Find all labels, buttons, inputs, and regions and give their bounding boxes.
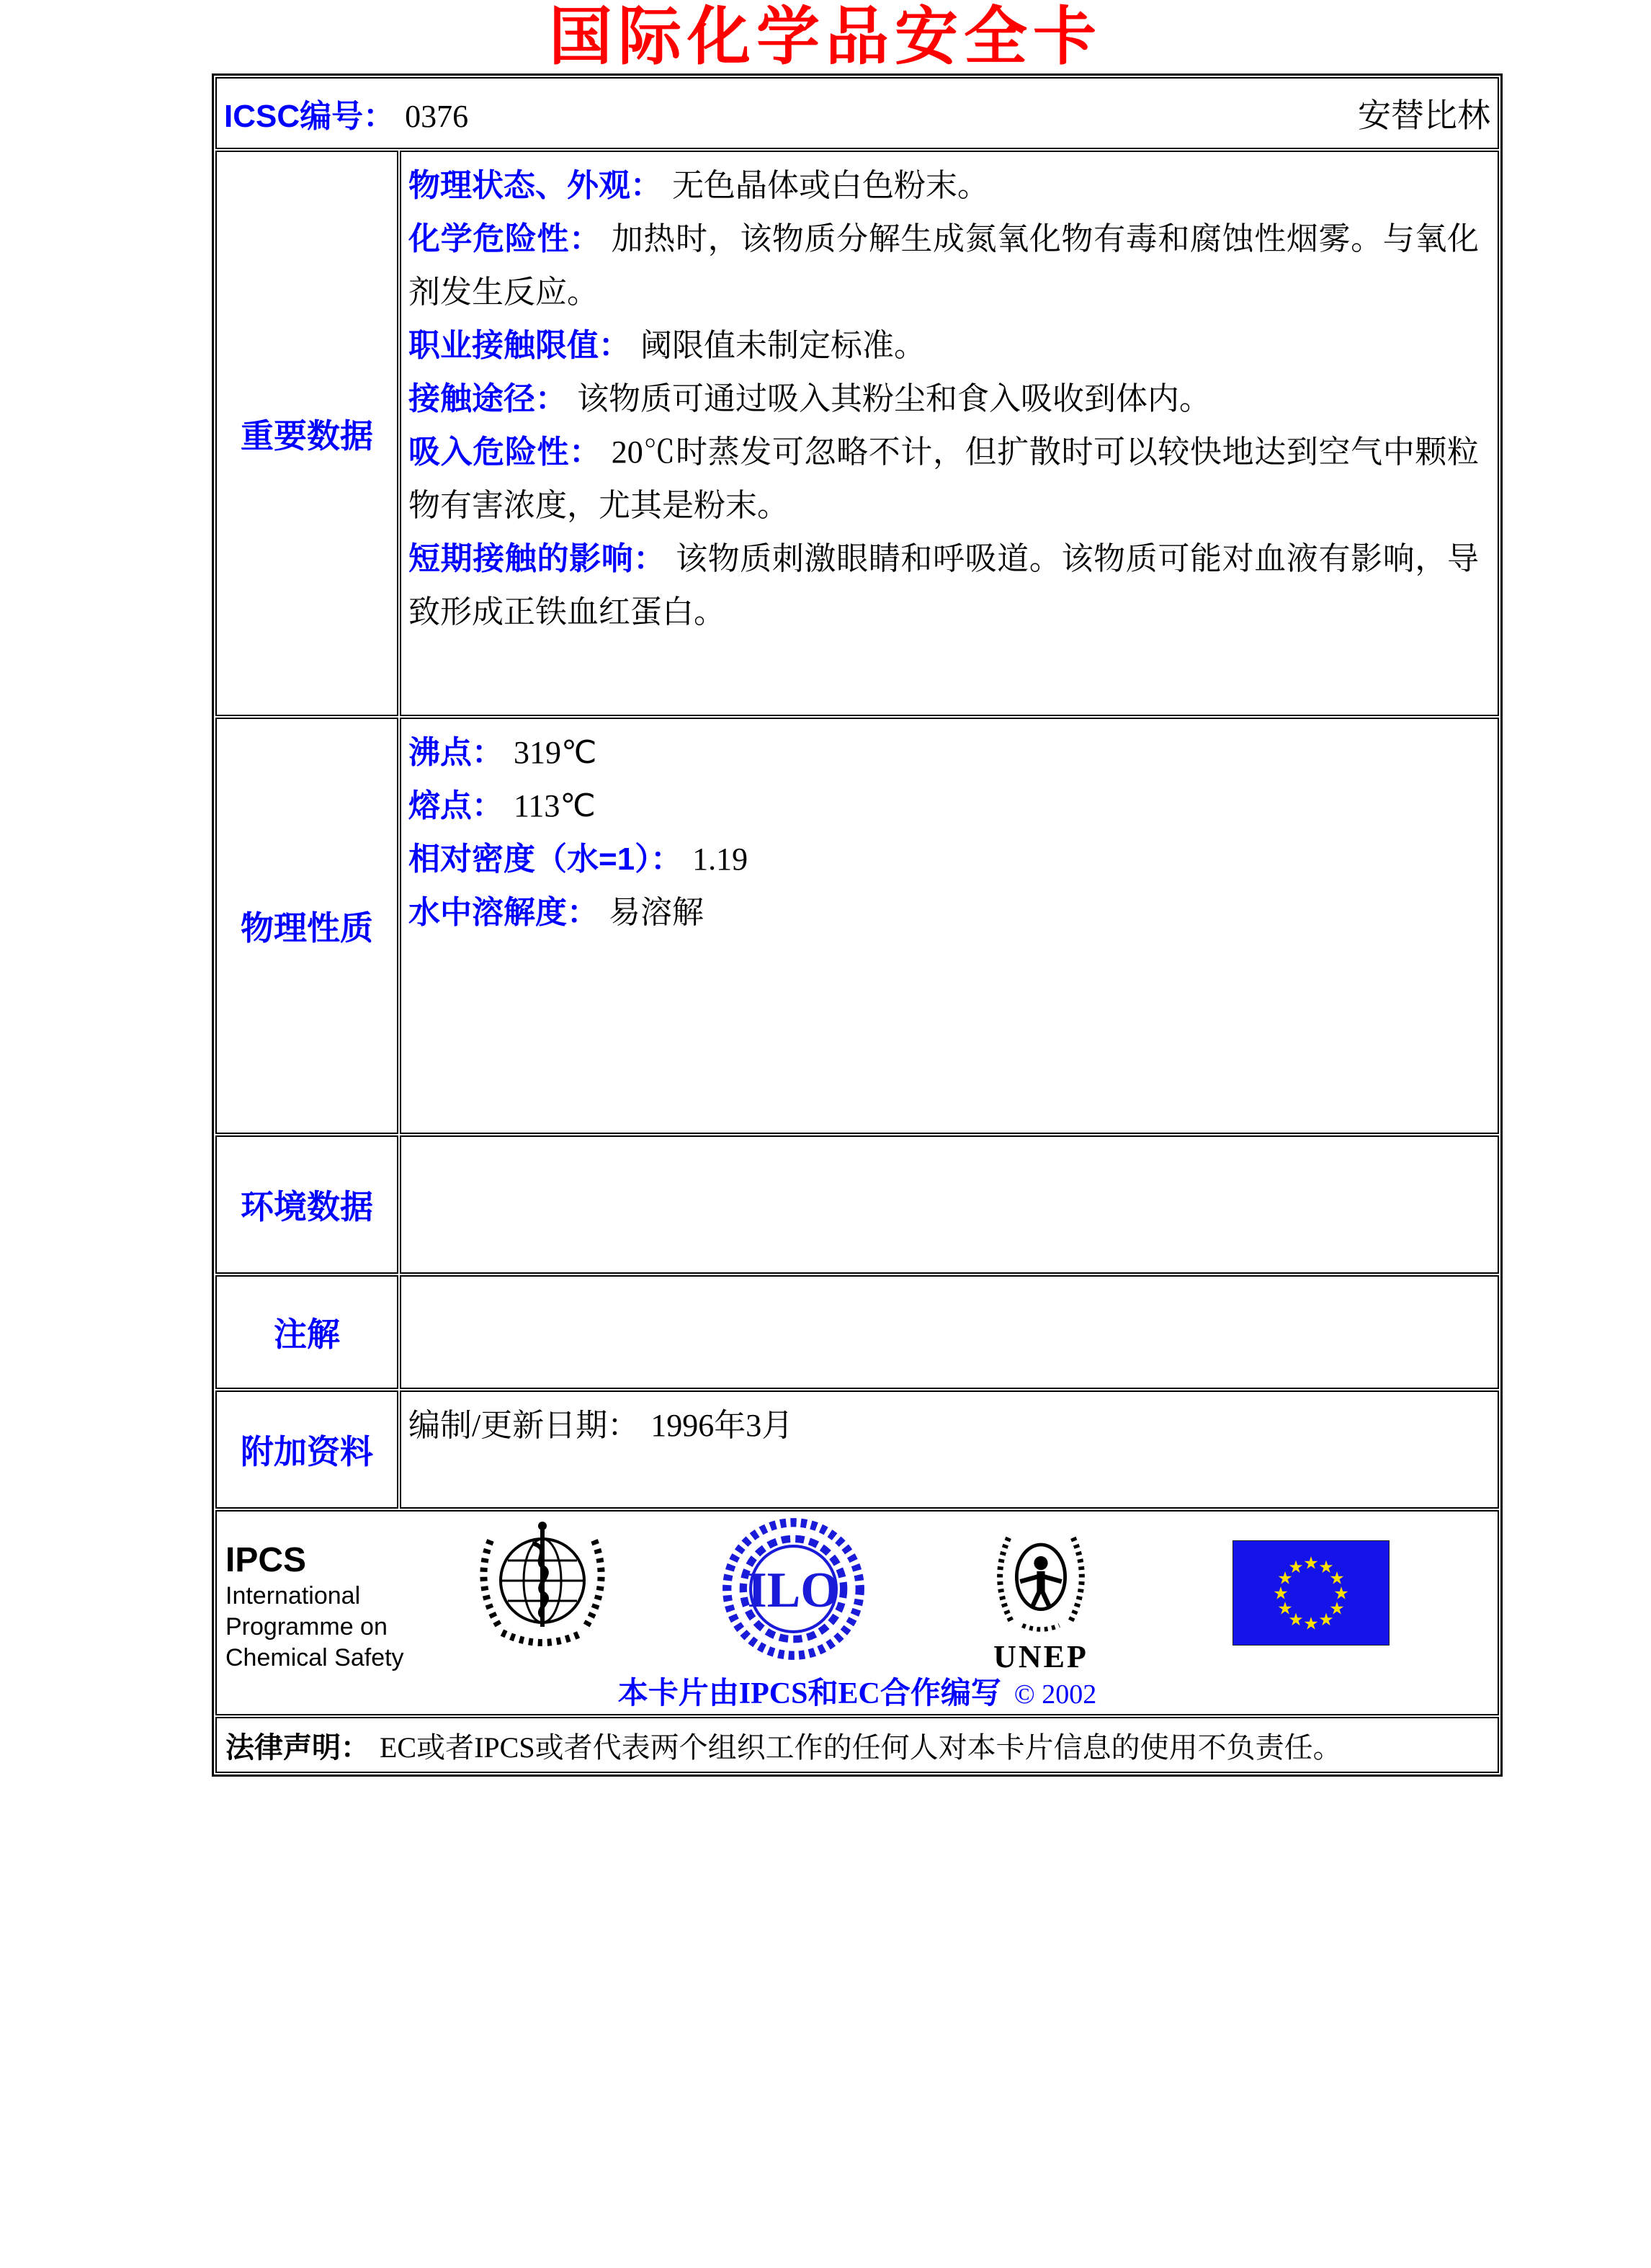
icsc-number-group xyxy=(224,90,468,136)
item-label: 沸点： xyxy=(408,735,504,770)
item-label: 物理状态、外观： xyxy=(408,168,662,203)
logos-row xyxy=(215,1510,1499,1715)
item-text: 该物质可通过吸入其粉尘和食入吸收到体内。 xyxy=(577,381,1211,416)
item-text: 该物质刺激眼睛和呼吸道。该物质可能对血液有影响，导致形成正铁血红蛋白。 xyxy=(408,541,1479,630)
eu-flag-icon xyxy=(1232,1540,1390,1646)
update-date-label: 编制/更新日期： xyxy=(408,1408,640,1443)
physical-property-item xyxy=(408,833,1479,886)
item-text: 20℃时蒸发可忽略不计，但扩散时可以较快地达到空气中颗粒物有害浓度，尤其是粉末。 xyxy=(408,434,1479,523)
ilo-logo-icon xyxy=(720,1515,867,1663)
item-text: 1.19 xyxy=(692,841,748,877)
section-label-additional-info: 附加资料 xyxy=(215,1390,398,1509)
card-header-cell xyxy=(215,77,1499,149)
item-label: 短期接触的影响： xyxy=(408,541,666,576)
icsc-number-label: ICSC编号： xyxy=(224,99,395,134)
copyright-text: © 2002 xyxy=(1014,1679,1097,1710)
item-text: 113℃ xyxy=(514,788,596,823)
physical-properties-content xyxy=(400,718,1499,1134)
section-label-important-data: 重要数据 xyxy=(215,151,398,716)
ipcs-line-2: Programme on xyxy=(225,1613,388,1640)
item-text: 加热时，该物质分解生成氮氧化物有毒和腐蚀性烟雾。与氧化剂发生反应。 xyxy=(408,221,1479,310)
important-data-item xyxy=(408,426,1479,532)
update-date-item xyxy=(408,1399,1479,1452)
ipcs-text-block xyxy=(225,1540,404,1674)
legal-text: EC或者IPCS或者代表两个组织工作的任何人对本卡片信息的使用不负责任。 xyxy=(380,1731,1342,1764)
eu-star-icon: ★ xyxy=(1329,1599,1345,1619)
logos-cell xyxy=(215,1510,1499,1715)
eu-star-icon: ★ xyxy=(1318,1611,1334,1630)
item-text: 无色晶体或白色粉末。 xyxy=(672,168,989,203)
icsc-number-value: 0376 xyxy=(405,99,469,134)
important-data-item xyxy=(408,213,1479,319)
important-data-item xyxy=(408,532,1479,639)
important-data-item xyxy=(408,319,1479,372)
physical-property-item xyxy=(408,780,1479,833)
item-label: 吸入危险性： xyxy=(408,434,601,470)
important-data-content xyxy=(400,151,1499,716)
environmental-data-content xyxy=(400,1135,1499,1274)
notes-row xyxy=(215,1275,1499,1389)
important-data-item xyxy=(408,372,1479,426)
section-label-notes: 注解 xyxy=(215,1275,398,1389)
card-credit-caption xyxy=(217,1669,1498,1713)
notes-content xyxy=(400,1275,1499,1389)
page-title: 国际化学品安全卡 xyxy=(548,1,1102,72)
section-label-physical-properties: 物理性质 xyxy=(215,718,398,1134)
item-label: 化学危险性： xyxy=(408,221,601,256)
physical-property-item xyxy=(408,726,1479,780)
additional-info-row xyxy=(215,1390,1499,1509)
eu-star-icon: ★ xyxy=(1329,1569,1345,1589)
physical-property-item xyxy=(408,886,1479,939)
substance-name: 安替比林 xyxy=(1358,97,1490,134)
item-text: 易溶解 xyxy=(609,895,704,930)
eu-star-icon: ★ xyxy=(1288,1558,1304,1577)
legal-cell xyxy=(215,1717,1499,1773)
legal-row xyxy=(215,1717,1499,1773)
item-label: 相对密度（水=1）： xyxy=(408,841,683,877)
eu-star-icon: ★ xyxy=(1318,1558,1334,1577)
important-data-row xyxy=(215,151,1499,716)
item-text: 阈限值未制定标准。 xyxy=(640,328,926,363)
physical-properties-row xyxy=(215,718,1499,1134)
eu-star-icon: ★ xyxy=(1333,1584,1349,1604)
eu-star-icon: ★ xyxy=(1273,1584,1289,1604)
additional-info-content xyxy=(400,1390,1499,1509)
item-text: 319℃ xyxy=(514,735,597,770)
unep-logo-block xyxy=(970,1522,1111,1674)
ilo-logo-text: ILO xyxy=(747,1563,840,1619)
item-label: 水中溶解度： xyxy=(408,895,599,930)
item-label: 熔点： xyxy=(408,788,504,823)
section-label-environmental-data: 环境数据 xyxy=(215,1135,398,1274)
environmental-data-row xyxy=(215,1135,1499,1274)
unep-logo-icon xyxy=(983,1522,1099,1637)
eu-star-icon: ★ xyxy=(1277,1569,1293,1589)
ipcs-line-3: Chemical Safety xyxy=(225,1644,404,1671)
legal-label: 法律声明： xyxy=(225,1731,370,1764)
who-logo-icon xyxy=(470,1517,614,1661)
eu-star-icon: ★ xyxy=(1303,1554,1319,1573)
unep-logo-label: UNEP xyxy=(993,1639,1088,1674)
important-data-item xyxy=(408,159,1479,213)
update-date-value: 1996年3月 xyxy=(650,1408,794,1443)
ipcs-acronym: IPCS xyxy=(225,1541,307,1579)
eu-star-icon: ★ xyxy=(1288,1611,1304,1630)
card-header-row xyxy=(215,77,1499,149)
item-label: 接触途径： xyxy=(408,381,567,416)
eu-star-icon: ★ xyxy=(1277,1599,1293,1619)
credit-text: 本卡片由IPCS和EC合作编写 xyxy=(617,1677,1001,1710)
ipcs-line-1: International xyxy=(225,1582,361,1610)
icsc-card-table xyxy=(212,73,1503,1777)
eu-star-icon: ★ xyxy=(1303,1615,1319,1634)
item-label: 职业接触限值： xyxy=(408,328,630,363)
